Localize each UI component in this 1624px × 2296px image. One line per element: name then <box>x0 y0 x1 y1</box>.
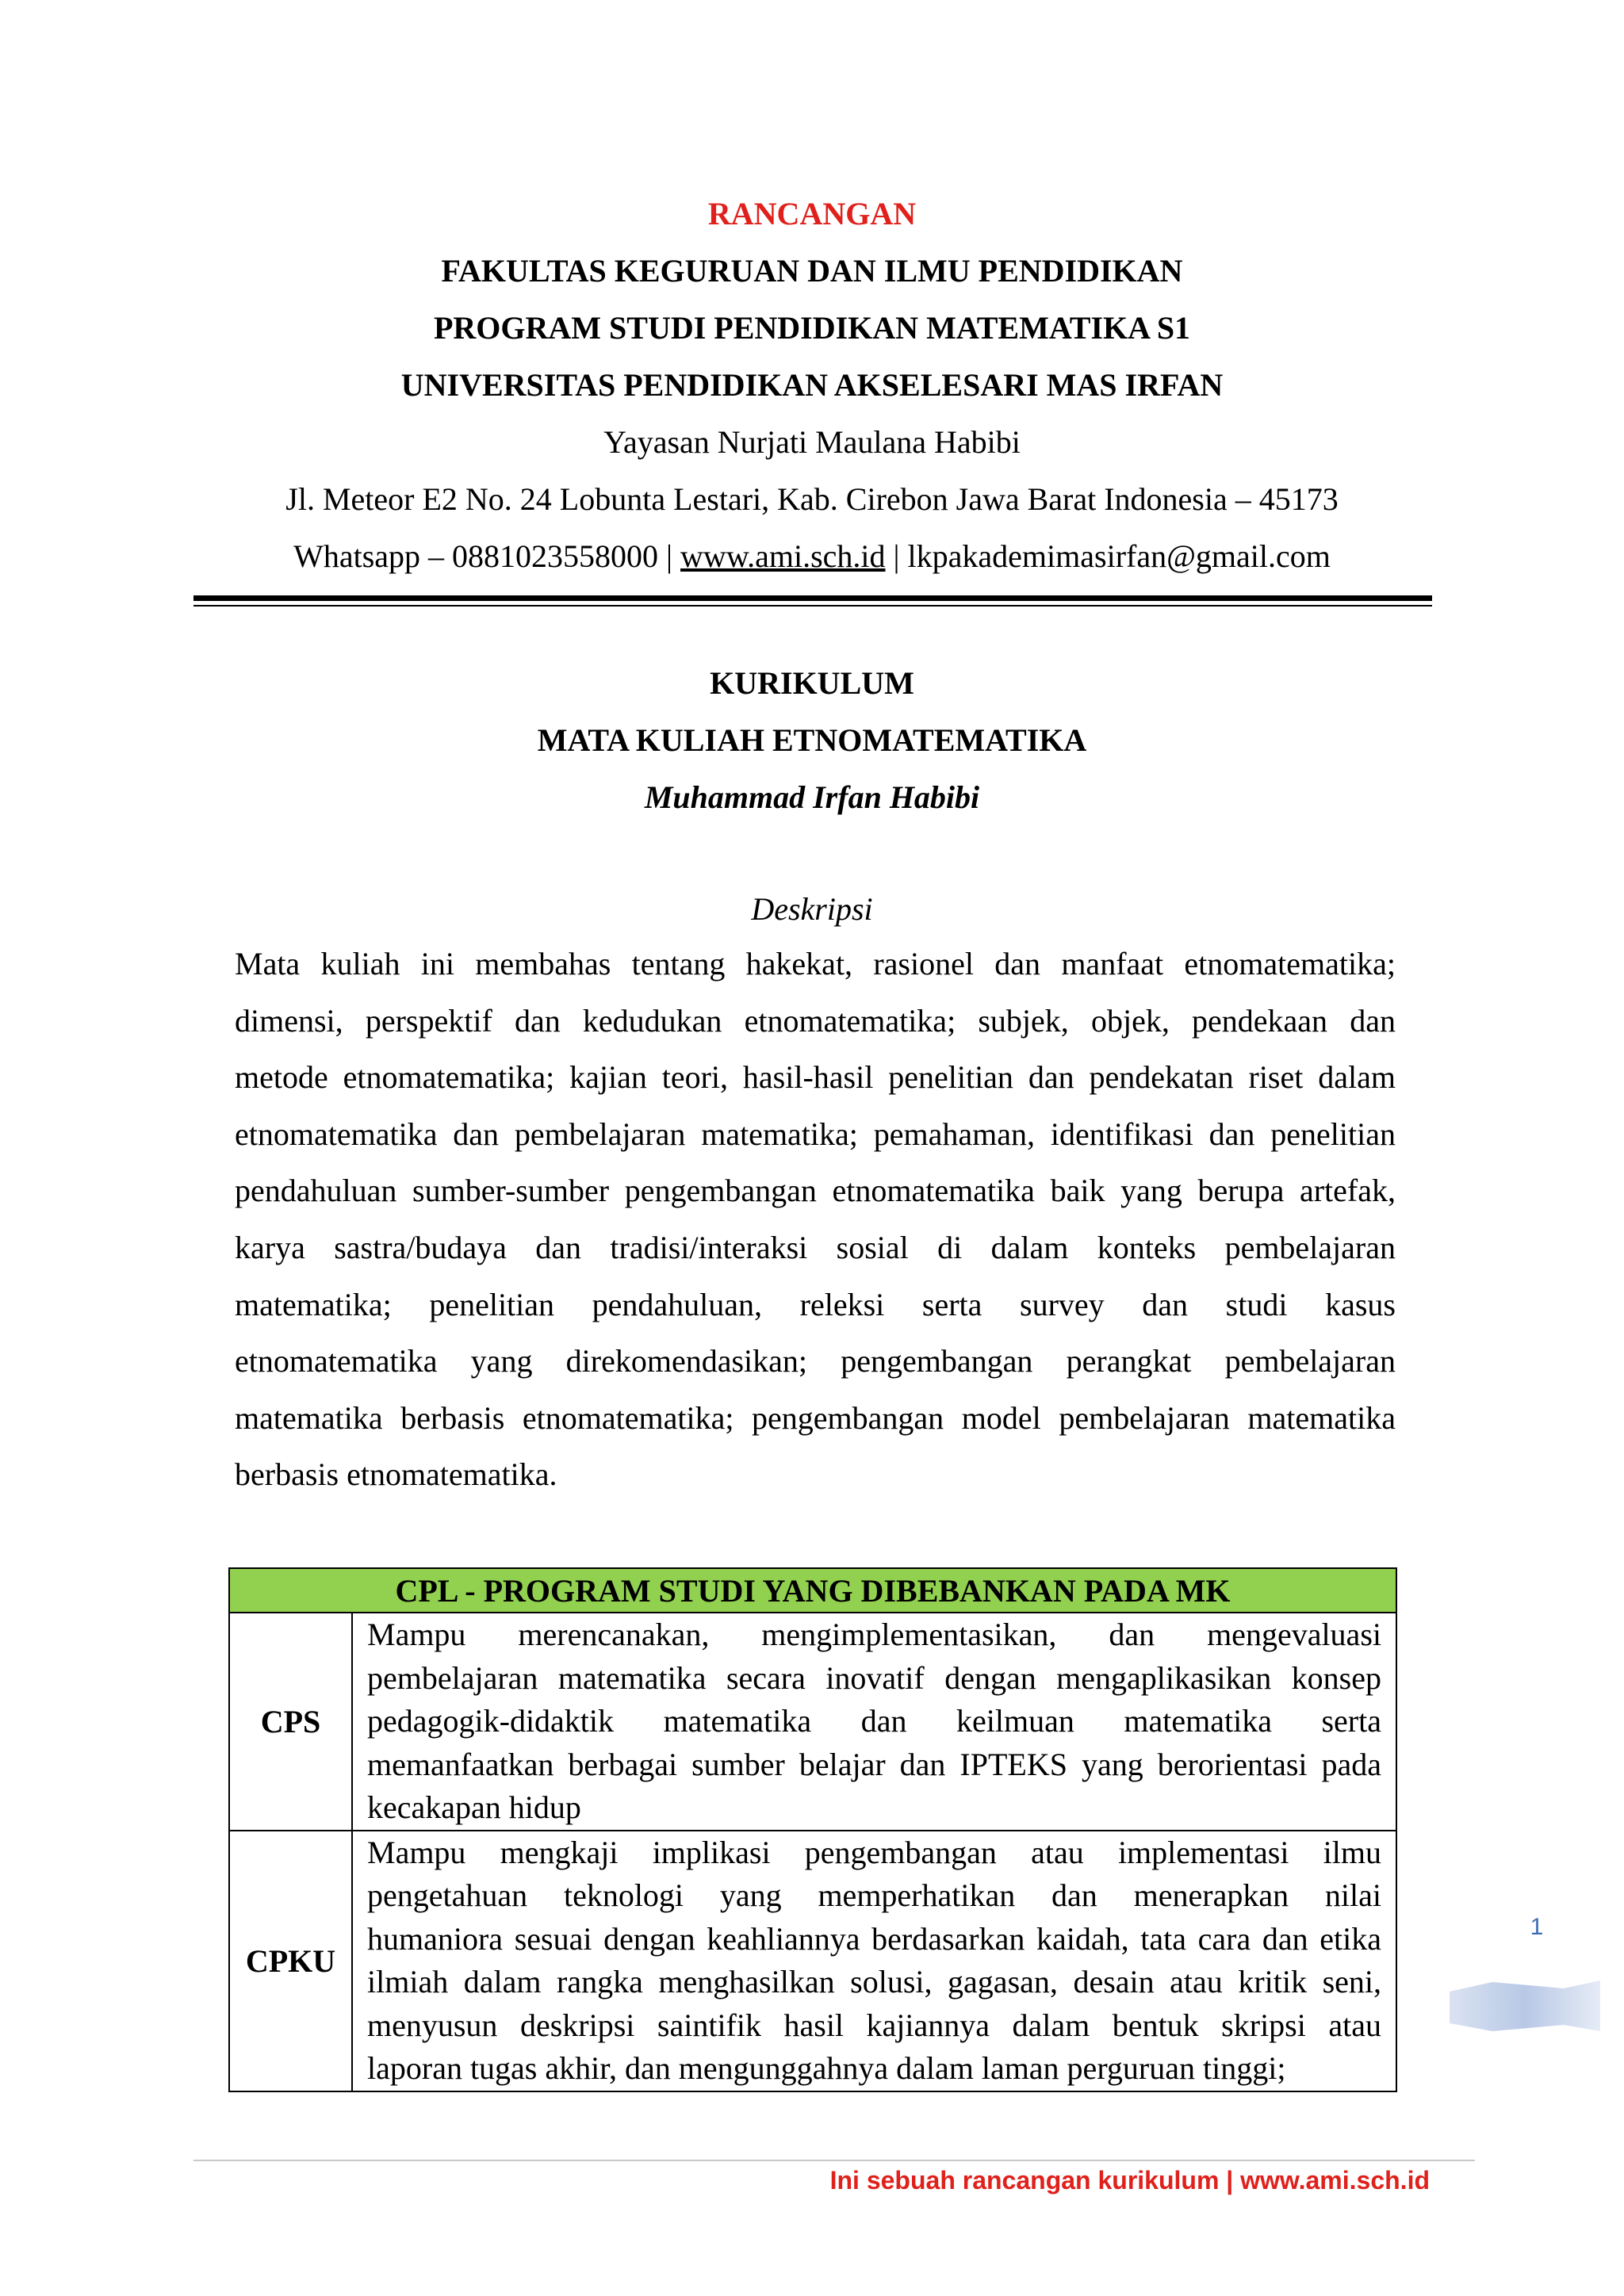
footer <box>793 2166 1430 2195</box>
cpl-line: pengetahuan teknologi yang memperhatikan dan menerapkan nilai <box>367 1877 1381 1913</box>
description-line: metode etnomatematika; kajian teori, hasil-hasil penelitian dan pendekatan riset dalam <box>235 1059 1396 1096</box>
contact-suffix: | lkpakademimasirfan@gmail.com <box>885 538 1331 574</box>
address: Jl. Meteor E2 No. 24 Lobunta Lestari, Kab. Cirebon Jawa Barat Indonesia – 45173 <box>285 481 1339 517</box>
description-body <box>235 936 1396 1503</box>
contact-line <box>0 538 1624 575</box>
footer-text: Ini sebuah rancangan kurikulum <box>829 2166 1220 2195</box>
cpl-table-header: CPL - PROGRAM STUDI YANG DIBEBANKAN PADA MK <box>229 1568 1396 1613</box>
website-link[interactable]: www.ami.sch.id <box>680 538 886 574</box>
description-line: berbasis etnomatematika. <box>235 1456 557 1493</box>
description-line: matematika; penelitian pendahuluan, releksi serta survey dan studi kasus <box>235 1286 1396 1322</box>
description-heading: Deskripsi <box>751 891 873 927</box>
program-name: PROGRAM STUDI PENDIDIKAN MATEMATIKA S1 <box>433 310 1191 346</box>
course-title: MATA KULIAH ETNOMATEMATIKA <box>537 722 1087 758</box>
footer-url[interactable]: www.ami.sch.id <box>1240 2166 1430 2195</box>
cpl-line: humaniora sesuai dengan keahliannya berdasarkan kaidah, tata cara dan etika <box>367 1920 1381 1957</box>
cpl-table-header-row <box>229 1568 1396 1613</box>
cpl-table <box>228 1567 1397 2092</box>
cpl-row-label: CPS <box>229 1613 352 1831</box>
description-line: matematika berbasis etnomatematika; pengembangan model pembelajaran matematika <box>235 1399 1396 1436</box>
page-number: 1 <box>1530 1914 1544 1940</box>
cpl-line: pembelajaran matematika secara inovatif dengan mengaplikasikan konsep <box>367 1659 1381 1696</box>
cpl-line: menyusun deskripsi saintifik hasil kajiannya dalam bentuk skripsi atau <box>367 2007 1381 2043</box>
letterhead-rule-thick <box>193 595 1432 601</box>
letterhead-rule-thin <box>193 605 1432 607</box>
table-row <box>229 1613 1396 1831</box>
page-corner-decoration-icon <box>1445 1976 1603 2039</box>
description-line: pendahuluan sumber-sumber pengembangan etnomatematika baik yang berupa artefak, <box>235 1173 1396 1209</box>
cpl-row-content <box>352 1831 1396 2091</box>
document-status: RANCANGAN <box>707 196 917 232</box>
author-name: Muhammad Irfan Habibi <box>644 779 980 815</box>
cpl-line: pedagogik-didaktik matematika dan keilmuan matematika serta <box>367 1703 1381 1739</box>
description-line: karya sastra/budaya dan tradisi/interaksi sosial di dalam konteks pembelajaran <box>235 1229 1396 1265</box>
description-line: Mata kuliah ini membahas tentang hakekat, rasionel dan manfaat etnomatematika; <box>235 946 1396 982</box>
foundation-name: Yayasan Nurjati Maulana Habibi <box>603 424 1021 460</box>
cpl-row-label: CPKU <box>229 1831 352 2091</box>
cpl-line: Mampu merencanakan, mengimplementasikan, dan mengevaluasi <box>367 1617 1381 1652</box>
footer-rule <box>193 2160 1475 2161</box>
contact-prefix: Whatsapp – 0881023558000 | <box>293 538 681 574</box>
faculty-name: FAKULTAS KEGURUAN DAN ILMU PENDIDIKAN <box>441 253 1183 289</box>
cpl-line: Mampu mengkaji implikasi pengembangan atau implementasi ilmu <box>367 1834 1381 1870</box>
cpl-row-content <box>352 1613 1396 1831</box>
table-row <box>229 1831 1396 2091</box>
cpl-line: memanfaatkan berbagai sumber belajar dan IPTEKS yang berorientasi pada <box>367 1746 1381 1782</box>
document-kind: KURIKULUM <box>710 665 914 701</box>
description-line: etnomatematika yang direkomendasikan; pengembangan perangkat pembelajaran <box>235 1343 1396 1380</box>
cpl-line: laporan tugas akhir, dan mengunggahnya dalam laman perguruan tinggi; <box>367 2050 1286 2086</box>
description-line: etnomatematika dan pembelajaran matematika; pemahaman, identifikasi dan penelitian <box>235 1115 1396 1152</box>
cpl-line: ilmiah dalam rangka menghasilkan solusi, gagasan, desain atau kritik seni, <box>367 1964 1381 1999</box>
footer-separator: | <box>1226 2166 1234 2195</box>
description-line: dimensi, perspektif dan kedudukan etnomatematika; subjek, objek, pendekaan dan <box>235 1002 1396 1039</box>
university-name: UNIVERSITAS PENDIDIKAN AKSELESARI MAS IRFAN <box>400 367 1224 403</box>
cpl-line: kecakapan hidup <box>367 1789 581 1825</box>
